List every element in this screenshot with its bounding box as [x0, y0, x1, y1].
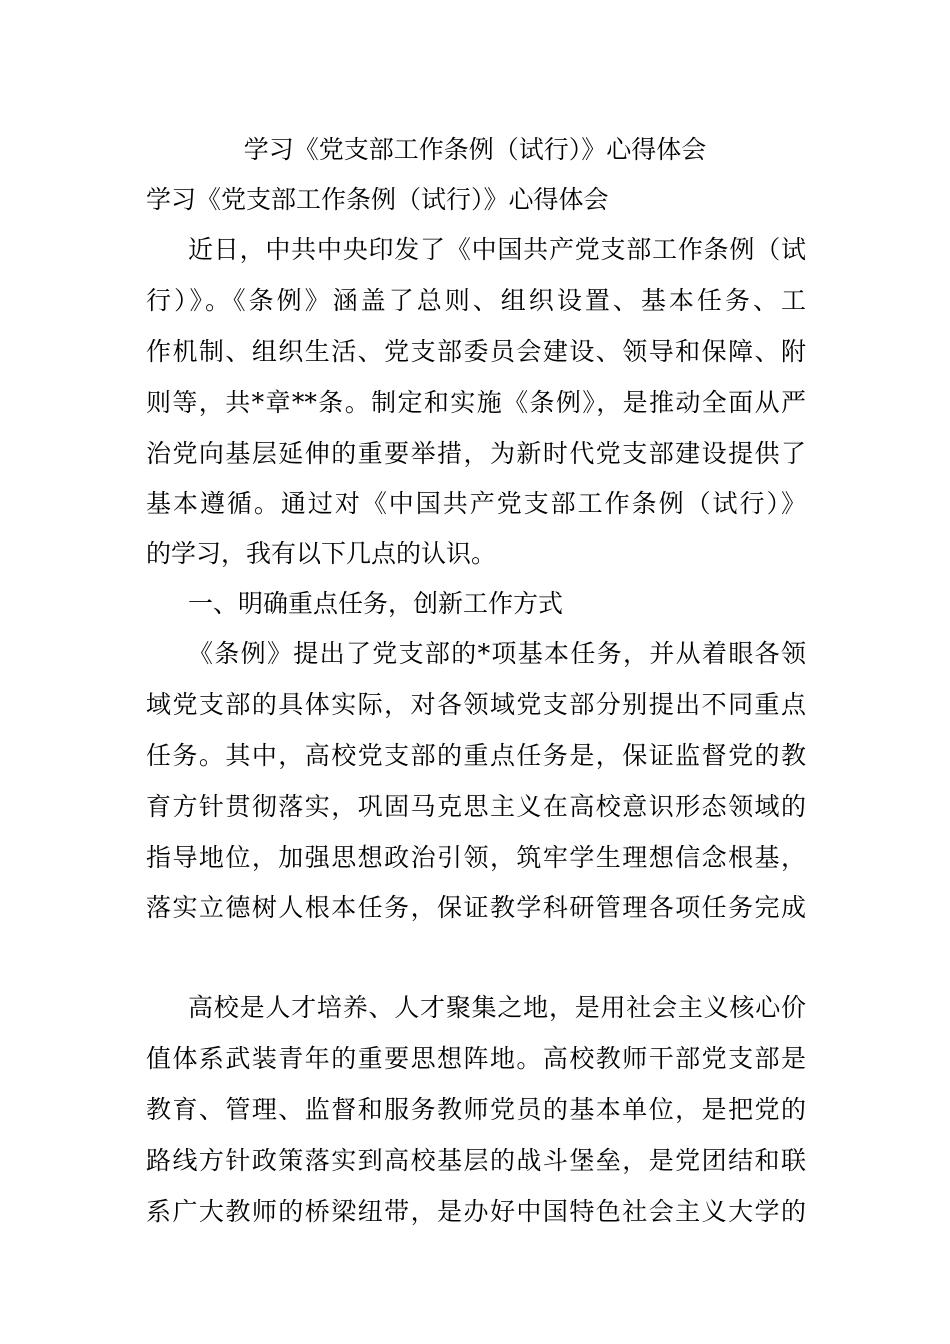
subtitle-line: 学习《党支部工作条例（试行）》心得体会 — [146, 185, 609, 214]
paragraph-line: 治党向基层延伸的重要举措，为新时代党支部建设提供了 — [146, 439, 806, 468]
paragraph-line: 任务。其中，高校党支部的重点任务是，保证监督党的教 — [146, 741, 806, 770]
document-title: 学习《党支部工作条例（试行）》心得体会 — [243, 135, 707, 164]
paragraph-line: 域党支部的具体实际，对各领域党支部分别提出不同重点 — [146, 690, 806, 719]
paragraph-line: 落实立德树人根本任务，保证教学科研管理各项任务完成 — [146, 893, 806, 922]
paragraph-line: 高校是人才培养、人才聚集之地，是用社会主义核心价 — [188, 993, 806, 1022]
paragraph-line: 基本遵循。通过对《中国共产党支部工作条例（试行）》 — [146, 489, 806, 518]
paragraph-line: 路线方针政策落实到高校基层的战斗堡垒，是党团结和联 — [146, 1146, 806, 1175]
paragraph-line: 作机制、组织生活、党支部委员会建设、领导和保障、附 — [146, 337, 806, 366]
paragraph-line: 则等，共*章**条。制定和实施《条例》，是推动全面从严 — [146, 388, 806, 417]
paragraph-line: 的学习，我有以下几点的认识。 — [146, 539, 497, 568]
paragraph-line: 系广大教师的桥梁纽带，是办好中国特色社会主义大学的 — [146, 1197, 806, 1226]
paragraph-line: 教育、管理、监督和服务教师党员的基本单位，是把党的 — [146, 1095, 806, 1124]
paragraph-line: 《条例》提出了党支部的*项基本任务，并从着眼各领 — [188, 639, 806, 668]
paragraph-line: 值体系武装青年的重要思想阵地。高校教师干部党支部是 — [146, 1044, 806, 1073]
section-heading: 一、明确重点任务，创新工作方式 — [188, 589, 564, 618]
paragraph-line: 近日，中共中央印发了《中国共产党支部工作条例（试 — [188, 235, 806, 264]
paragraph-line: 指导地位，加强思想政治引领，筑牢学生理想信念根基， — [146, 843, 806, 872]
paragraph-line: 育方针贯彻落实，巩固马克思主义在高校意识形态领域的 — [146, 792, 806, 821]
paragraph-line: 行）》。《条例》涵盖了总则、组织设置、基本任务、工 — [146, 286, 806, 315]
